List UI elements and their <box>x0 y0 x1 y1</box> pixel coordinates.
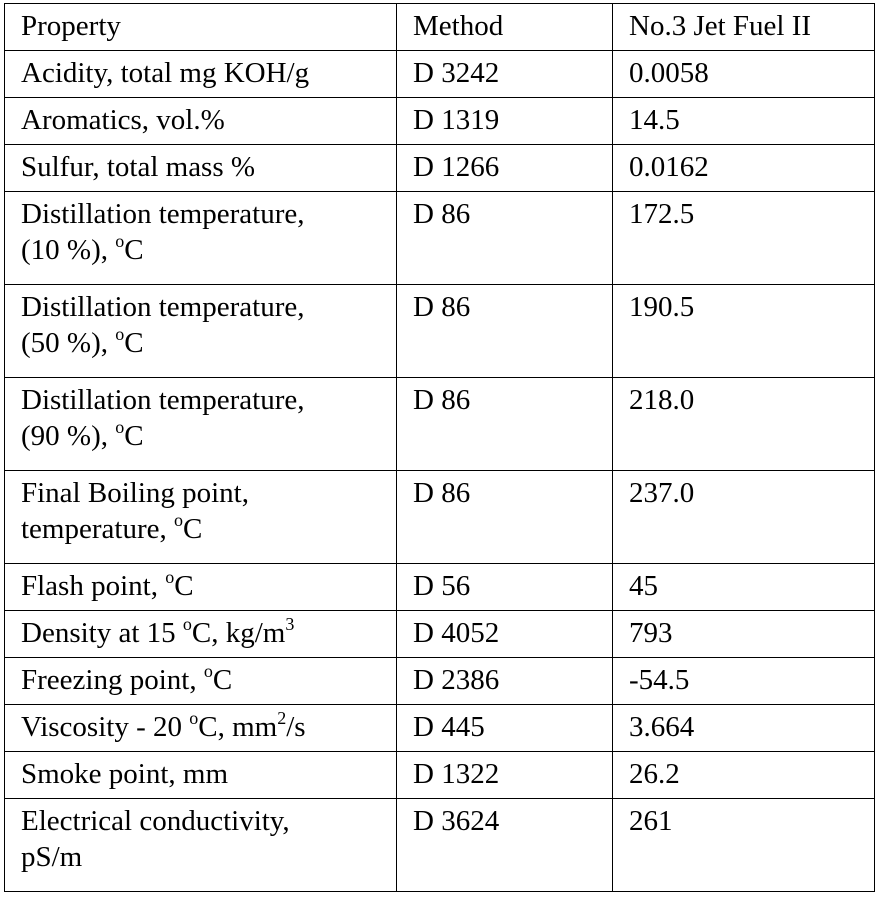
property-line: (50 %), <box>21 327 116 359</box>
fuel-properties-table <box>4 3 875 892</box>
degree-superscript: o <box>165 567 175 587</box>
property-line: pS/m <box>21 841 83 873</box>
property-cell: Aromatics, vol.% <box>5 98 397 145</box>
method-cell: D 86 <box>397 192 613 285</box>
method-cell: D 2386 <box>397 658 613 705</box>
unit-text: /s <box>286 711 306 743</box>
value-cell: 237.0 <box>613 471 875 564</box>
method-cell: D 445 <box>397 705 613 752</box>
value-cell: 172.5 <box>613 192 875 285</box>
table-row <box>5 705 875 752</box>
degree-superscript: o <box>115 417 125 437</box>
method-cell: D 3242 <box>397 51 613 98</box>
property-cell: Acidity, total mg KOH/g <box>5 51 397 98</box>
exponent-superscript: 3 <box>285 614 295 634</box>
degree-superscript: o <box>182 614 192 634</box>
value-cell: 793 <box>613 611 875 658</box>
property-cell <box>5 658 397 705</box>
value-cell: 45 <box>613 564 875 611</box>
method-cell: D 86 <box>397 471 613 564</box>
property-text: Flash point, <box>21 570 166 602</box>
property-cell: Smoke point, mm <box>5 752 397 799</box>
value-cell: 26.2 <box>613 752 875 799</box>
property-line: Final Boiling point, <box>21 477 249 509</box>
degree-superscript: o <box>115 231 125 251</box>
property-cell <box>5 471 397 564</box>
value-cell: 14.5 <box>613 98 875 145</box>
unit-text: C <box>212 664 233 696</box>
header-property: Property <box>5 4 397 51</box>
table-row <box>5 98 875 145</box>
exponent-superscript: 2 <box>277 708 287 728</box>
unit-text: C <box>124 327 144 359</box>
degree-superscript: o <box>173 510 183 530</box>
property-cell <box>5 611 397 658</box>
property-cell <box>5 378 397 471</box>
table-row <box>5 378 875 471</box>
header-fuel: No.3 Jet Fuel II <box>613 4 875 51</box>
table-row <box>5 611 875 658</box>
property-line: Electrical conductivity, <box>21 805 290 837</box>
method-cell: D 4052 <box>397 611 613 658</box>
property-cell: Sulfur, total mass % <box>5 145 397 192</box>
method-cell: D 56 <box>397 564 613 611</box>
degree-superscript: o <box>203 661 213 681</box>
value-cell: 0.0058 <box>613 51 875 98</box>
value-cell: 3.664 <box>613 705 875 752</box>
value-cell: -54.5 <box>613 658 875 705</box>
property-line: temperature, <box>21 513 174 545</box>
unit-text: C <box>124 420 144 452</box>
method-cell: D 1319 <box>397 98 613 145</box>
table-row <box>5 51 875 98</box>
table-row <box>5 192 875 285</box>
table-row <box>5 752 875 799</box>
property-line: Distillation temperature, <box>21 384 305 416</box>
table-row <box>5 799 875 892</box>
property-cell <box>5 705 397 752</box>
value-cell: 261 <box>613 799 875 892</box>
property-line: (10 %), <box>21 234 116 266</box>
property-text: Viscosity - 20 <box>21 711 190 743</box>
property-cell <box>5 192 397 285</box>
property-text: Density at 15 <box>21 617 183 649</box>
method-cell: D 1266 <box>397 145 613 192</box>
value-cell: 218.0 <box>613 378 875 471</box>
property-line: (90 %), <box>21 420 116 452</box>
degree-superscript: o <box>189 708 199 728</box>
property-cell <box>5 285 397 378</box>
table-row <box>5 471 875 564</box>
unit-text: C <box>182 513 203 545</box>
table-row <box>5 564 875 611</box>
method-cell: D 3624 <box>397 799 613 892</box>
property-cell <box>5 799 397 892</box>
table-header-row <box>5 4 875 51</box>
table-row <box>5 285 875 378</box>
method-cell: D 86 <box>397 378 613 471</box>
unit-text: C <box>124 234 144 266</box>
value-cell: 0.0162 <box>613 145 875 192</box>
property-text: Freezing point, <box>21 664 204 696</box>
table-row <box>5 145 875 192</box>
property-cell <box>5 564 397 611</box>
unit-text: C, mm <box>198 711 278 743</box>
property-line: Distillation temperature, <box>21 291 305 323</box>
property-line: Distillation temperature, <box>21 198 305 230</box>
unit-text: C <box>174 570 194 602</box>
header-method: Method <box>397 4 613 51</box>
value-cell: 190.5 <box>613 285 875 378</box>
table-row <box>5 658 875 705</box>
method-cell: D 1322 <box>397 752 613 799</box>
method-cell: D 86 <box>397 285 613 378</box>
degree-superscript: o <box>115 324 125 344</box>
unit-text: C, kg/m <box>191 617 286 649</box>
